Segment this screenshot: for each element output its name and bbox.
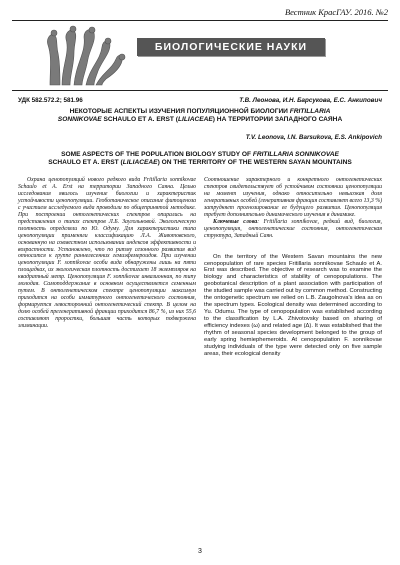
abstract-ru-column [18,177,196,330]
article-title-ru: НЕКОТОРЫЕ АСПЕКТЫ ИЗУЧЕНИЯ ПОПУЛЯЦИОННОЙ БИОЛОГИИ FRITILLARIA SONNIKOVAE SCHAULO ET A. ERST (LILIACEAE) НА ТЕРРИТОРИИ ЗАПАДНОГО САЯНА [57,108,343,123]
keywords-ru: Ключевые слова: Fritillaria sonnikovae, редкий вид, биология, ценопопуляция, онтогенетические состояния, онтогенетическая структура, Западный Саян. [204,218,382,239]
page-number: 3 [198,548,202,555]
authors-en: T.V. Leonova, I.N. Barsukova, E.S. Ankipovich [245,134,382,141]
plant-logo-icon [40,19,132,89]
abstract-ru: Охрана ценопопуляций нового редкого вида Fritillaria sonnikovae Schaulo et A. Erst на территории Западного Саяна. Целью исследования явилось изучение биологии и характеристик устойчивости ценопопуляции. Геоботаническое описание фитоценоза с участием исследуемого вида проводили по общепринятой методике. При построении онтогенетических спектров опирались на представления о типах спектров Л.Б. Заугольновой. Экологическую плотность определяли по Ю. Одуму. Для характеристики типа ценопопуляции применяли классификацию Л.А. Животовского, основанную на совместном использовании индексов эффективности и возрастности. Установлено, что по ритму сезонного развития вид относится к группе раннелесенних гемиэфемероидов. При изучении ценопопуляции F. sonnikovae особи вида обнаружены лишь на пяти площадках, их экологическая плотность достигает 18 экземпляров на квадратный метр. Ценопопуляция F. sonnikovae инвазионная, по типу молодая. Самоподдержание в основном осуществляется семенным путем. В онтогенетическом спектре ценопопуляции максимум приходится на особи имматурного онтогенетического состояния, формируется левосторонний онтогенетический спектр. В целом на долю особей прегенеративной фракции приходится 86,7 %, из них 55,6 составляют проростки, большая часть которых подвержена элиминации. [18,177,196,330]
right-column [204,177,382,358]
title-rule [12,90,388,91]
abstract-ru-continued: Соотношение характерного и конкретного онтогенетических спектров свидетельствует об устойчивом состоянии ценопопуляции на момент изучения, однако относительно невысокая доля генеративных особей (генеративная фракция составляет всего 13,3 %) затрудняет прогнозирование ее будущего развития. Ценопопуляция требует дополнительно динамического изучения в динамике. [204,177,382,218]
article-title-en: SOME ASPECTS OF THE POPULATION BIOLOGY STUDY OF FRITILLARIA SONNIKOVAE SCHAULO ET A. ERST (LILIACEAE) ON THE TERRITORY OF THE WESTERN SAYAN MOUNTAINS [48,151,352,166]
abstract-en: On the territory of the Western Savan mountains the new cenopopulation of rare species Fritillaria sonnikovae Schaulo et A. Erst was described. The objective of research was to examine the biology and characteristics of stability of cenopopulations. The geobotanical description of a plant association with participation of the studied sample was carried out by common method. Constructing the ontogenetic spectrum we relied on L.B. Zaugolnova's idea as on the spectrum types. Ecological density was determined according to Yu. Odumu. The type of cenopopulation was established according to the classification by L.A. Zhivotovsky based on sharing of efficiency indexes (ω) and related age (Δ). It was established that the rhythm of seasonal species development belonged to the group of early spring hemiephemeroids. At cenopopulation F. sonnikovae studying individuals of the type were detected only on five sample areas, their ecological density [204,253,382,357]
udk-code: УДК 582.572.2; 581.96 [18,97,83,104]
journal-header: Вестник КрасГАУ. 2016. №2 [284,7,388,17]
authors-ru: Т.В. Леонова, И.Н. Барсукова, Е.С. Анкипович [239,97,382,104]
section-banner: БИОЛОГИЧЕСКИЕ НАУКИ [137,38,325,56]
